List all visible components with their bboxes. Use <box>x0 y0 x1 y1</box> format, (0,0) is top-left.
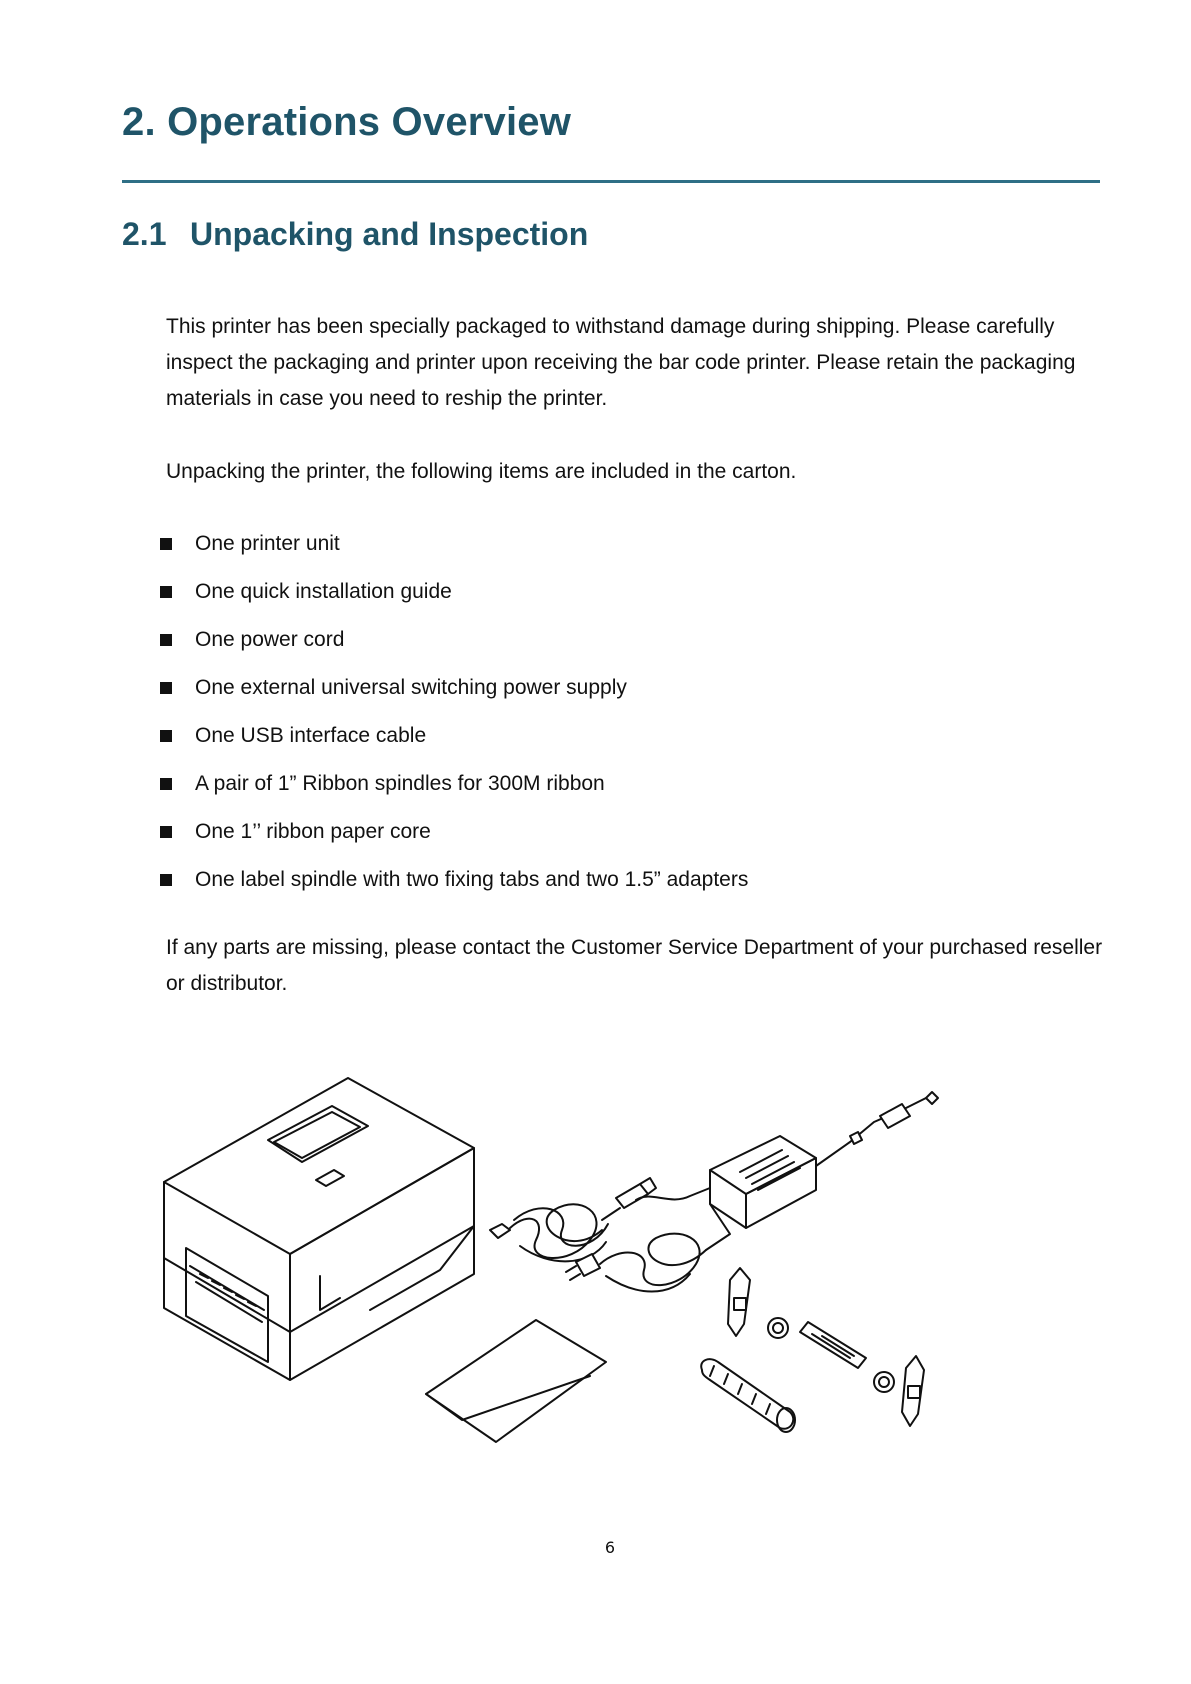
label-spindle-illustration <box>701 1268 924 1432</box>
items-intro-paragraph: Unpacking the printer, the following items are included in the carton. <box>166 460 797 483</box>
list-item-text: A pair of 1” Ribbon spindles for 300M ribbon <box>195 772 605 795</box>
square-bullet-icon <box>160 778 172 790</box>
list-item-text: One quick installation guide <box>195 580 452 603</box>
list-item-text: One external universal switching power supply <box>195 676 627 699</box>
power-cord-illustration <box>566 1204 730 1292</box>
list-item <box>160 574 748 622</box>
list-item-text: One label spindle with two fixing tabs and two 1.5” adapters <box>195 868 749 891</box>
list-item-text: One printer unit <box>195 532 340 555</box>
square-bullet-icon <box>160 874 172 886</box>
intro-paragraph: This printer has been specially packaged to withstand damage during shipping. Please carefully inspect the packaging and printer upon receiving the bar code printer. Please retain the packaging materials in case you need to reship the printer. <box>166 315 1076 410</box>
list-item <box>160 526 748 574</box>
square-bullet-icon <box>160 586 172 598</box>
section-title-text: Unpacking and Inspection <box>190 216 589 252</box>
square-bullet-icon <box>160 634 172 646</box>
list-item <box>160 814 748 862</box>
square-bullet-icon <box>160 538 172 550</box>
quick-guide-illustration <box>426 1320 606 1442</box>
list-item <box>160 862 748 910</box>
section-title <box>122 216 588 253</box>
carton-items-list <box>160 526 748 910</box>
carton-contents-illustration <box>150 1070 1030 1540</box>
printer-illustration <box>164 1078 474 1380</box>
chapter-number: 2. <box>122 100 156 144</box>
section-number: 2.1 <box>122 216 167 252</box>
chapter-title-text: Operations Overview <box>167 100 572 144</box>
list-item-text: One power cord <box>195 628 345 651</box>
square-bullet-icon <box>160 730 172 742</box>
chapter-title <box>122 100 571 145</box>
missing-parts-paragraph: If any parts are missing, please contact the Customer Service Department of your purchased reseller or distributor. <box>166 936 1103 995</box>
list-item <box>160 670 748 718</box>
list-item <box>160 766 748 814</box>
square-bullet-icon <box>160 826 172 838</box>
power-supply-illustration <box>636 1092 938 1228</box>
page-number: 6 <box>604 1538 616 1557</box>
list-item-text: One USB interface cable <box>195 724 427 747</box>
list-item-text: One 1’’ ribbon paper core <box>195 820 431 843</box>
square-bullet-icon <box>160 682 172 694</box>
usb-cable-illustration <box>490 1178 656 1261</box>
list-item <box>160 622 748 670</box>
chapter-divider <box>122 180 1100 183</box>
list-item <box>160 718 748 766</box>
